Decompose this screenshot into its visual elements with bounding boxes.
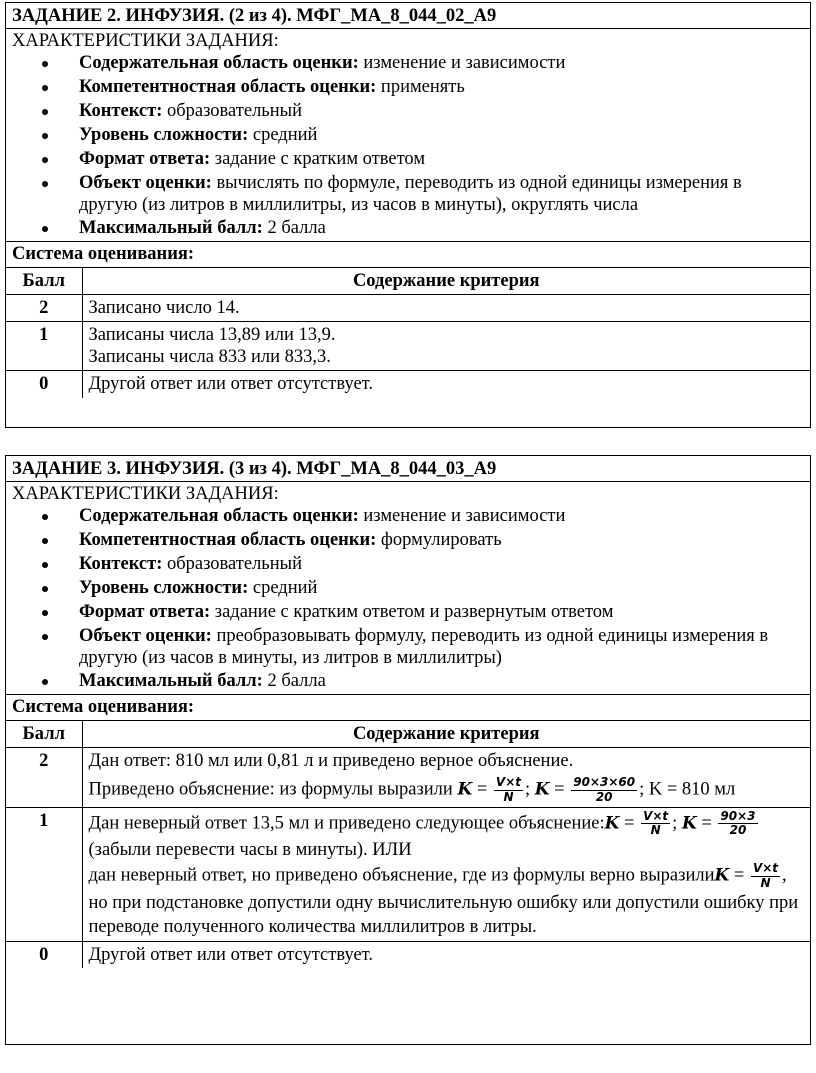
fraction-numerator: V×t: [643, 808, 669, 823]
criterion-cell: [82, 807, 810, 941]
char-value: изменение и зависимости: [358, 53, 566, 74]
fraction-numerator: 90×3×60: [573, 774, 636, 789]
list-item: [12, 172, 804, 216]
criterion-column-header: Содержание критерия: [82, 721, 810, 748]
criterion-text: Записаны числа 833 или 833,3.: [88, 347, 331, 368]
list-item: [12, 52, 804, 76]
char-label: Объект оценки:: [79, 173, 212, 194]
table-row: [6, 941, 810, 968]
characteristics-heading: ХАРАКТЕРИСТИКИ ЗАДАНИЯ:: [12, 31, 279, 51]
criterion-text-part: ; K = 810 мл: [639, 779, 736, 800]
criterion-cell: [82, 294, 810, 321]
criterion-cell: [82, 941, 810, 968]
score-column-header: Балл: [6, 268, 82, 295]
formula-fraction: [571, 776, 637, 805]
char-value: задание с кратким ответом и развернутым ответом: [210, 602, 614, 623]
char-value: преобразовывать формулу, переводить из одной единицы измерения в другую (из часов в минуты, из литров в миллилитры): [79, 626, 769, 669]
fraction-numerator: V×t: [495, 774, 521, 789]
char-label: Компетентностная область оценки:: [79, 77, 377, 98]
char-value: образовательный: [162, 101, 302, 122]
table-header-row: [6, 268, 810, 295]
fraction-numerator: 90×3: [720, 808, 756, 823]
table-row: [6, 321, 810, 370]
fraction-numerator: V×t: [752, 861, 779, 876]
criterion-text: Записаны числа 13,89 или 13,9.: [88, 324, 336, 345]
formula-fraction: [494, 776, 523, 805]
char-value: формулировать: [376, 530, 502, 551]
bullet-icon: [42, 85, 48, 91]
criterion-text-part: Дан неверный ответ 13,5 мл и приведено следующее объяснение:: [88, 813, 605, 834]
char-label: Максимальный балл:: [79, 217, 263, 238]
task-3-block: [5, 455, 811, 1045]
formula-variable: K: [681, 813, 697, 834]
criteria-table: [6, 268, 810, 398]
char-value: 2 балла: [262, 217, 326, 238]
char-value: средний: [248, 578, 318, 599]
formula-operator: =: [619, 813, 640, 834]
bullet-icon: [42, 562, 48, 568]
criterion-cell: [82, 747, 810, 807]
criterion-text-part: , но при подстановке допустили одну вычислительную ошибку или допустили ошибку при переводе полученного количества миллилитров в литры.: [88, 865, 799, 937]
list-item: [12, 601, 804, 625]
char-label: Уровень сложности:: [79, 125, 249, 146]
bullet-icon: [42, 634, 48, 640]
criterion-text-part: (забыли перевести часы в минуты). ИЛИ: [88, 840, 412, 861]
score-cell: 0: [6, 941, 82, 968]
bullet-icon: [42, 586, 48, 592]
char-label: Уровень сложности:: [79, 578, 249, 599]
char-value: 2 балла: [262, 670, 326, 691]
score-cell: 0: [6, 371, 82, 398]
criterion-cell: [82, 321, 810, 370]
criterion-text-part: дан неверный ответ, но приведено объяснение, где из формулы верно выразили: [88, 865, 715, 886]
list-item: [12, 529, 804, 553]
char-value: образовательный: [162, 554, 302, 575]
formula-operator: =: [729, 865, 749, 886]
criteria-table: [6, 721, 810, 968]
char-value: средний: [248, 125, 318, 146]
fraction-denominator: 20: [595, 789, 613, 804]
formula-fraction: [751, 862, 780, 891]
list-item: [12, 100, 804, 124]
characteristics-list: [12, 505, 804, 693]
char-label: Максимальный балл:: [79, 670, 263, 691]
bullet-icon: [42, 133, 48, 139]
formula-fraction: [718, 810, 757, 839]
criterion-text-part: Приведено объяснение: из формулы выразили: [88, 779, 458, 800]
fraction-denominator: N: [760, 875, 771, 890]
char-label: Содержательная область оценки:: [79, 53, 359, 74]
bullet-icon: [42, 538, 48, 544]
criterion-text: Записано число 14.: [88, 297, 240, 318]
score-cell: 2: [6, 294, 82, 321]
criterion-text: Другой ответ или ответ отсутствует.: [88, 374, 373, 395]
characteristics-list: [12, 52, 804, 240]
bullet-icon: [42, 610, 48, 616]
list-item: [12, 670, 804, 694]
char-value: изменение и зависимости: [358, 506, 566, 527]
formula-separator: ;: [525, 779, 535, 800]
char-value: задание с кратким ответом: [210, 149, 426, 170]
char-label: Компетентностная область оценки:: [79, 530, 377, 551]
char-label: Формат ответа:: [79, 149, 211, 170]
bullet-icon: [42, 157, 48, 163]
table-row: [6, 747, 810, 807]
list-item: [12, 505, 804, 529]
bullet-icon: [42, 514, 48, 520]
criterion-text: [89, 776, 805, 805]
list-item: [12, 217, 804, 241]
formula-variable: K: [714, 865, 730, 886]
task-characteristics: [6, 29, 810, 242]
bullet-icon: [42, 109, 48, 115]
bullet-icon: [42, 61, 48, 67]
formula-variable: K: [604, 813, 620, 834]
formula-variable: K: [534, 779, 550, 800]
table-row: [6, 807, 810, 941]
fraction-denominator: 20: [729, 823, 747, 838]
char-label: Содержательная область оценки:: [79, 506, 359, 527]
char-value: вычислять по формуле, переводить из одной единицы измерения в другую (из литров в миллилитры, из часов в минуты), округлять числа: [79, 173, 742, 216]
task-characteristics: [6, 482, 810, 695]
bullet-icon: [42, 226, 48, 232]
char-label: Формат ответа:: [79, 602, 211, 623]
formula-operator: =: [549, 779, 570, 800]
char-label: Контекст:: [79, 101, 163, 122]
formula-operator: =: [696, 813, 717, 834]
char-label: Объект оценки:: [79, 626, 212, 647]
formula-fraction: [641, 810, 670, 839]
list-item: [12, 148, 804, 172]
table-row: [6, 294, 810, 321]
list-item: [12, 76, 804, 100]
score-cell: 1: [6, 807, 82, 941]
criterion-text: Дан ответ: 810 мл или 0,81 л и приведено верное объяснение.: [88, 750, 574, 771]
fraction-denominator: N: [503, 789, 514, 804]
task-title: ЗАДАНИЕ 3. ИНФУЗИЯ. (3 из 4). МФГ_МА_8_044_03_А9: [6, 456, 810, 482]
formula-operator: =: [472, 779, 492, 800]
criterion-text: Другой ответ или ответ отсутствует.: [88, 944, 373, 965]
list-item: [12, 553, 804, 577]
bullet-icon: [42, 181, 48, 187]
score-cell: 2: [6, 747, 82, 807]
formula-separator: ;: [672, 813, 682, 834]
characteristics-heading: ХАРАКТЕРИСТИКИ ЗАДАНИЯ:: [12, 484, 279, 504]
table-header-row: [6, 721, 810, 748]
bullet-icon: [42, 679, 48, 685]
criterion-cell: [82, 371, 810, 398]
list-item: [12, 625, 804, 669]
task-2-block: [5, 2, 811, 428]
score-column-header: Балл: [6, 721, 82, 748]
scoring-heading: Система оценивания:: [6, 242, 810, 268]
criterion-text: [89, 862, 805, 939]
char-value: применять: [376, 77, 465, 98]
table-row: [6, 371, 810, 398]
fraction-denominator: N: [650, 823, 661, 838]
task-title: ЗАДАНИЕ 2. ИНФУЗИЯ. (2 из 4). МФГ_МА_8_044_02_А9: [6, 3, 810, 29]
char-label: Контекст:: [79, 554, 163, 575]
scoring-heading: Система оценивания:: [6, 695, 810, 721]
criterion-column-header: Содержание критерия: [82, 268, 810, 295]
formula-variable: K: [457, 779, 473, 800]
list-item: [12, 577, 804, 601]
list-item: [12, 124, 804, 148]
score-cell: 1: [6, 321, 82, 370]
